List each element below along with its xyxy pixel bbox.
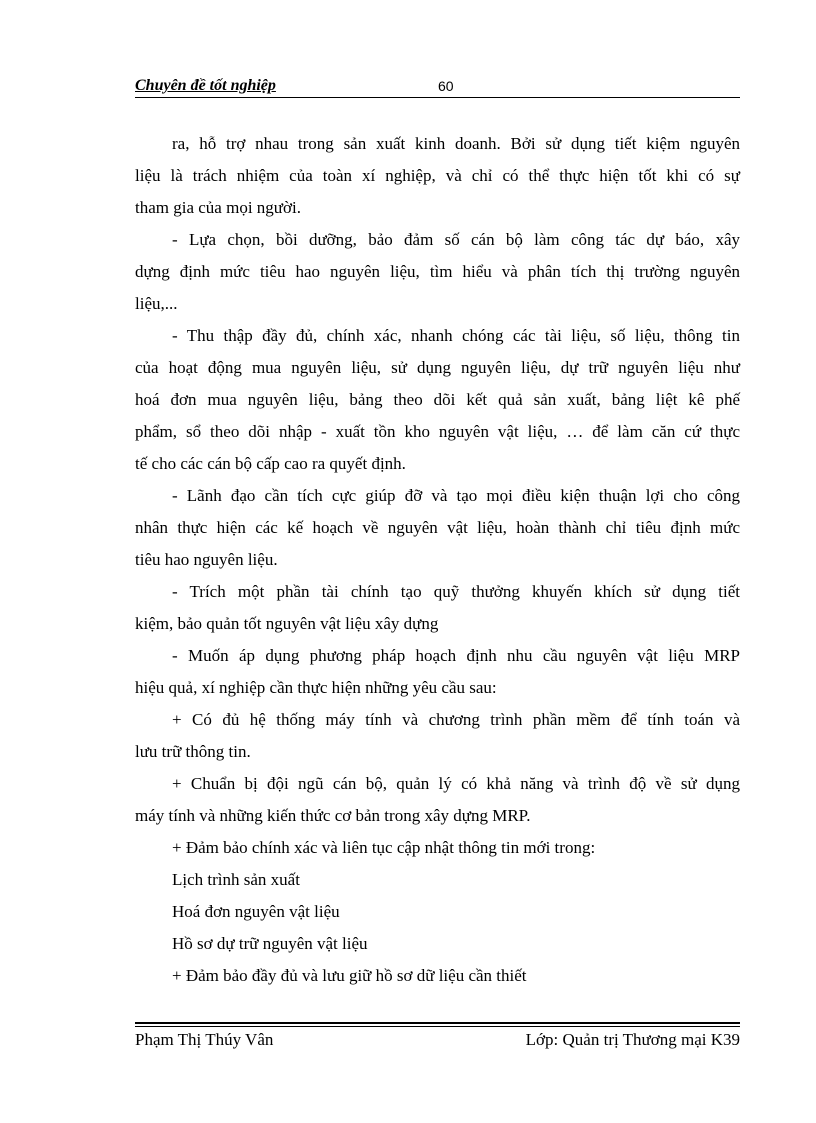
document-title: Chuyên đề tốt nghiệp	[135, 77, 276, 94]
text-line: - Lựa chọn, bồi dưỡng, bảo đảm số cán bộ làm công tác dự báo, xây	[172, 230, 740, 249]
text-line: hiệu quả, xí nghiệp cần thực hiện những yêu cầu sau:	[135, 678, 497, 697]
text-line: máy tính và những kiến thức cơ bản trong xây dựng MRP.	[135, 806, 531, 825]
text-line: Hồ sơ dự trữ nguyên vật liệu	[172, 934, 368, 953]
text-line: của hoạt động mua nguyên liệu, sử dụng nguyên liệu, dự trữ nguyên liệu như	[135, 358, 740, 377]
header-divider	[135, 97, 740, 98]
text-line: kiệm, bảo quản tốt nguyên vật liệu xây dựng	[135, 614, 439, 633]
text-line: + Đảm bảo đầy đủ và lưu giữ hồ sơ dữ liệu cần thiết	[172, 966, 527, 985]
text-line: hoá đơn mua nguyên liệu, bảng theo dõi kết quả sản xuất, bảng liệt kê phế	[135, 390, 740, 409]
text-line: + Có đủ hệ thống máy tính và chương trình phần mềm để tính toán và	[172, 710, 740, 729]
footer-divider-thin	[135, 1026, 740, 1027]
text-line: liệu là trách nhiệm của toàn xí nghiệp, và chỉ có thể thực hiện tốt khi có sự	[135, 166, 740, 185]
text-line: dựng định mức tiêu hao nguyên liệu, tìm hiểu và phân tích thị trường nguyên	[135, 262, 740, 281]
footer-author: Phạm Thị Thúy Vân	[135, 1030, 274, 1049]
text-line: - Trích một phần tài chính tạo quỹ thưởng khuyến khích sử dụng tiết	[172, 582, 740, 601]
text-line: tiêu hao nguyên liệu.	[135, 550, 278, 569]
text-line: Lịch trình sản xuất	[172, 870, 300, 889]
text-line: + Đảm bảo chính xác và liên tục cập nhật thông tin mới trong:	[172, 838, 596, 857]
text-line: lưu trữ thông tin.	[135, 742, 251, 761]
text-line: ra, hỗ trợ nhau trong sản xuất kinh doanh. Bởi sử dụng tiết kiệm nguyên	[172, 134, 740, 153]
text-line: + Chuẩn bị đội ngũ cán bộ, quản lý có khả năng và trình độ về sử dụng	[172, 774, 740, 793]
page-header	[135, 76, 740, 98]
footer-class-info: Lớp: Quản trị Thương mại K39	[525, 1030, 740, 1049]
page-number: 60	[438, 78, 454, 94]
text-line: - Muốn áp dụng phương pháp hoạch định nhu cầu nguyên vật liệu MRP	[172, 646, 740, 665]
text-line: - Thu thập đầy đủ, chính xác, nhanh chóng các tài liệu, số liệu, thông tin	[172, 326, 740, 345]
text-line: Hoá đơn nguyên vật liệu	[172, 902, 340, 921]
footer-divider	[135, 1022, 740, 1024]
text-line: - Lãnh đạo cần tích cực giúp đỡ và tạo mọi điều kiện thuận lợi cho công	[172, 486, 740, 505]
text-line: liệu,...	[135, 294, 178, 313]
text-line: nhân thực hiện các kế hoạch về nguyên vật liệu, hoàn thành chỉ tiêu định mức	[135, 518, 740, 537]
text-line: tế cho các cán bộ cấp cao ra quyết định.	[135, 454, 406, 473]
text-line: tham gia của mọi người.	[135, 198, 301, 217]
text-line: phẩm, sổ theo dõi nhập - xuất tồn kho nguyên vật liệu, … để làm căn cứ thực	[135, 422, 740, 441]
